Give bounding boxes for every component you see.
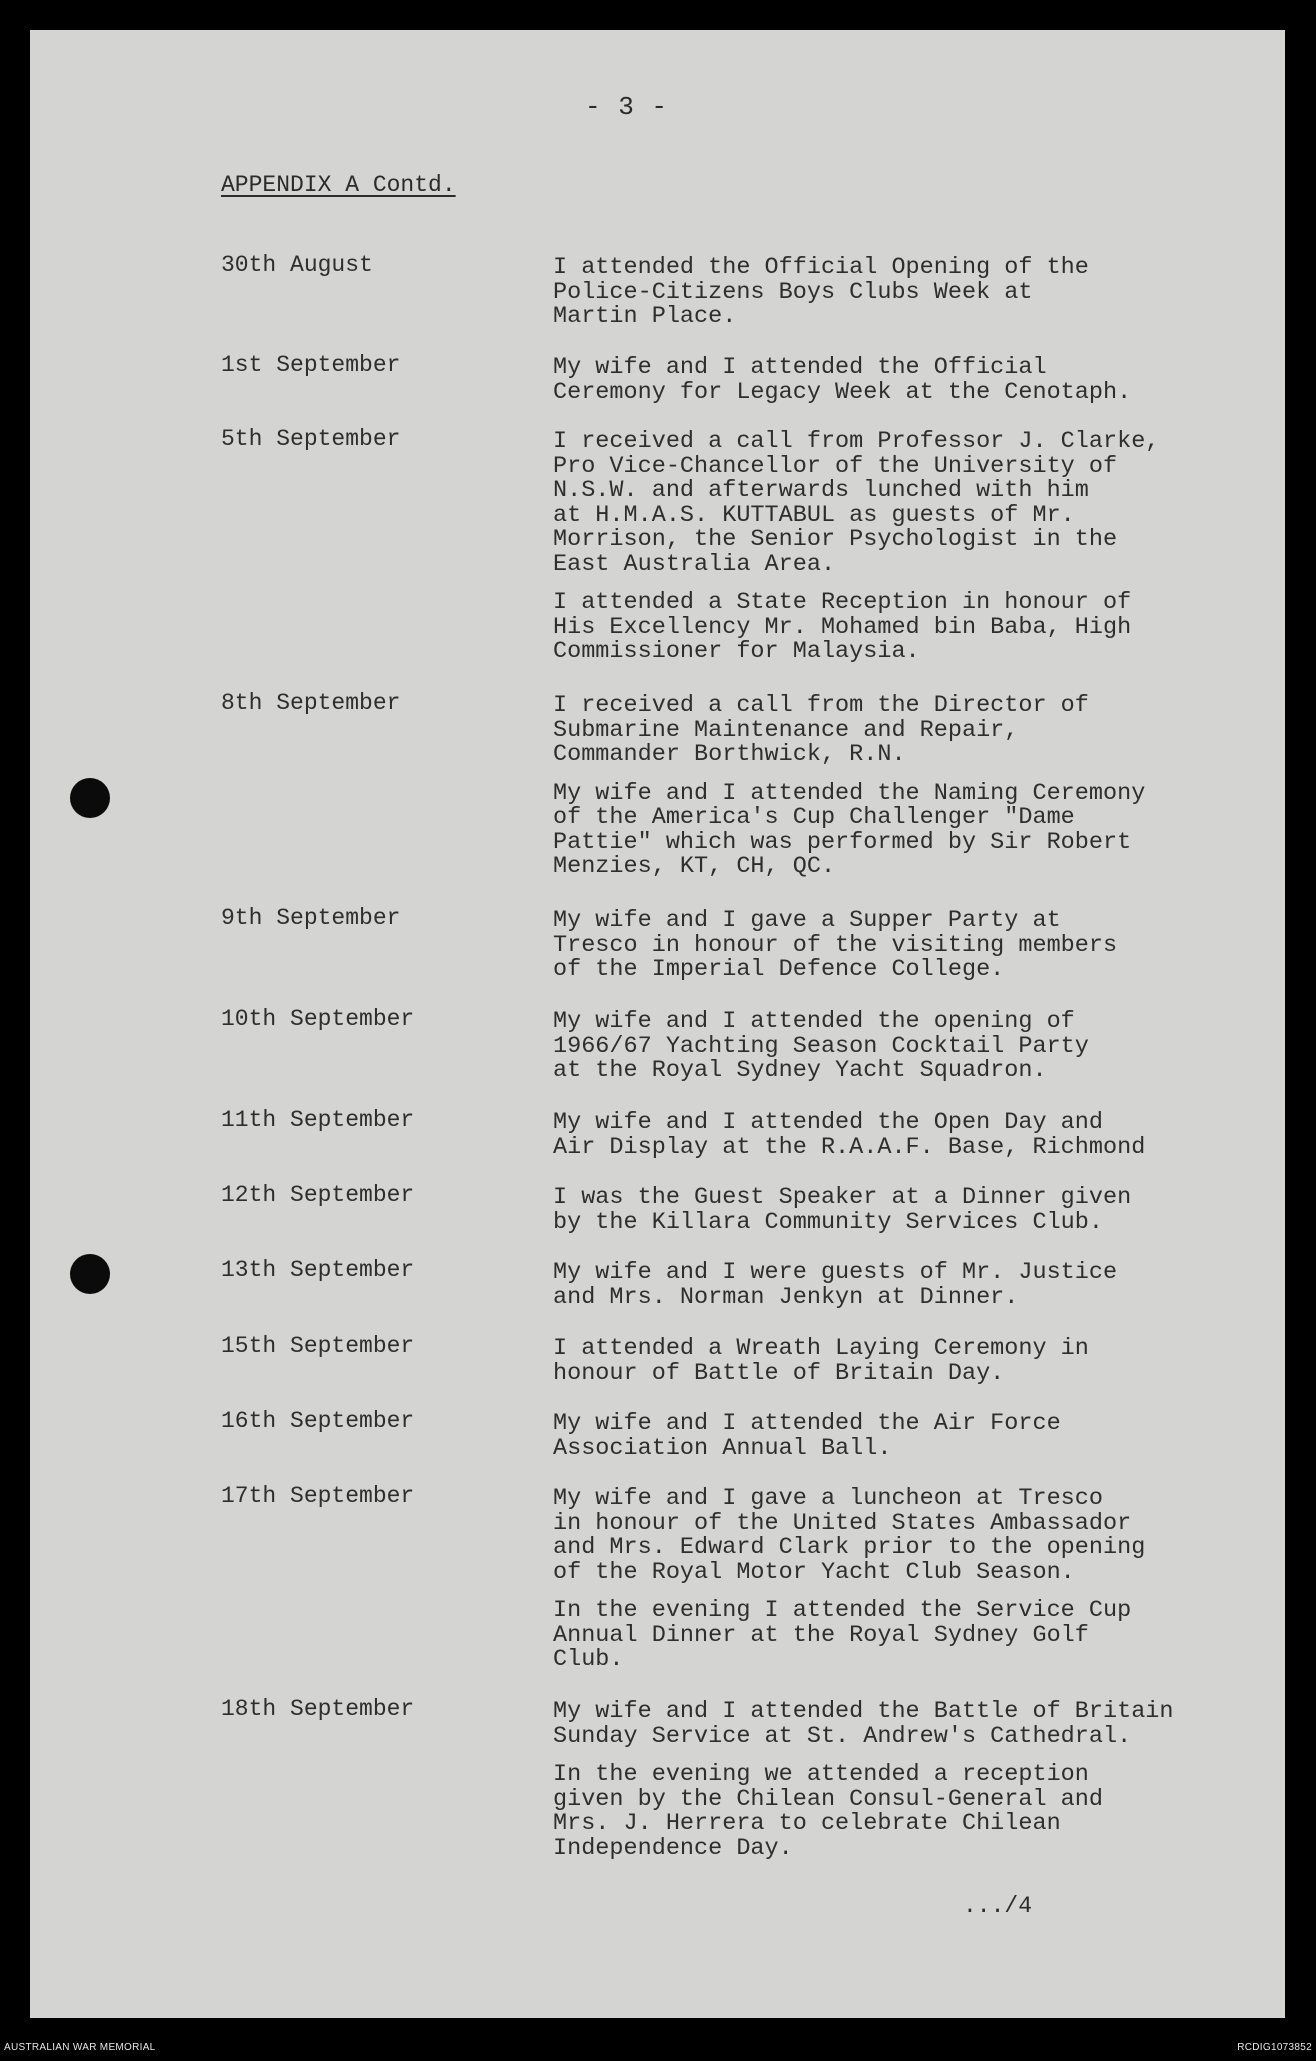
entry-paragraph: My wife and I attended the Naming Ceremony of the America's Cup Challenger "Dame Pattie" which was performed by Sir Robert Menzies, KT, CH, QC. [553,779,1146,880]
entry-paragraph: My wife and I gave a luncheon at Tresco in honour of the United States Ambassador and Mrs. Edward Clark prior to the opening of the Royal Motor Yacht Club Season. [553,1485,1146,1586]
entry-text [553,694,1253,894]
entry-paragraph: My wife and I attended the Battle of Britain Sunday Service at St. Andrew's Cathedral. [553,1698,1174,1750]
entry-text [553,909,1253,997]
entry-date: 16th September [221,1408,415,1434]
entry-paragraph: I attended a Wreath Laying Ceremony in honour of Battle of Britain Day. [553,1335,1089,1387]
record-id: RCDIG1073852 [1237,2042,1312,2053]
entry-text [553,430,1253,679]
entry-text [553,1010,1253,1098]
entry-date: 17th September [221,1483,415,1509]
appendix-heading: APPENDIX A Contd. [221,172,456,198]
entry-paragraph: My wife and I attended the opening of 1966/67 Yachting Season Cocktail Party at the Royal Sydney Yacht Squadron. [553,1008,1089,1084]
entry-date: 18th September [221,1696,415,1722]
entry-paragraph: My wife and I attended the Official Ceremony for Legacy Week at the Cenotaph. [553,354,1132,406]
entry-date: 13th September [221,1257,415,1283]
entry-date: 15th September [221,1333,415,1359]
entry-text [553,1337,1253,1400]
entry-date: 12th September [221,1182,415,1208]
entry-text [553,1412,1253,1475]
entry-date: 10th September [221,1006,415,1032]
entry-date: 11th September [221,1107,415,1133]
entry-text [553,1111,1253,1174]
entry-text [553,1487,1253,1687]
entry-paragraph: I received a call from Professor J. Clarke, Pro Vice-Chancellor of the University of N.S.W. and afterwards lunched with him at H.M.A.S. KUTTABUL as guests of Mr. Morrison, the Senior Psychologist in the East Australia Area. [553,428,1160,578]
entry-paragraph: My wife and I gave a Supper Party at Tresco in honour of the visiting members of the Imperial Defence College. [553,907,1118,983]
entry-date: 30th August [221,252,373,278]
entry-paragraph: My wife and I were guests of Mr. Justice and Mrs. Norman Jenkyn at Dinner. [553,1259,1118,1311]
entry-date: 1st September [221,352,401,378]
entry-date: 8th September [221,690,401,716]
entry-paragraph: My wife and I attended the Air Force Association Annual Ball. [553,1410,1061,1462]
entry-paragraph: In the evening we attended a reception given by the Chilean Consul-General and Mrs. J. Herrera to celebrate Chilean Independence Day. [553,1761,1103,1862]
page-number: - 3 - [585,92,669,122]
entry-paragraph: In the evening I attended the Service Cup Annual Dinner at the Royal Sydney Golf Club. [553,1597,1132,1673]
entry-paragraph: I attended a State Reception in honour of His Excellency Mr. Mohamed bin Baba, High Commissioner for Malaysia. [553,589,1132,665]
entry-text [553,1261,1253,1324]
entry-paragraph: I received a call from the Director of Submarine Maintenance and Repair, Commander Borthwick, R.N. [553,692,1089,768]
entry-text [553,356,1253,419]
entry-date: 9th September [221,905,401,931]
archive-credit: AUSTRALIAN WAR MEMORIAL [4,2042,156,2053]
entry-text [553,1186,1253,1249]
continuation-marker: .../4 [963,1893,1033,1919]
entry-paragraph: My wife and I attended the Open Day and Air Display at the R.A.A.F. Base, Richmond [553,1109,1146,1161]
entry-text [553,1700,1253,1875]
entry-paragraph: I attended the Official Opening of the Police-Citizens Boys Clubs Week at Martin Place. [553,254,1089,330]
entry-text [553,256,1253,344]
punch-hole-upper [70,778,110,818]
entry-paragraph: I was the Guest Speaker at a Dinner given by the Killara Community Services Club. [553,1184,1132,1236]
punch-hole-lower [70,1254,110,1294]
entry-date: 5th September [221,426,401,452]
